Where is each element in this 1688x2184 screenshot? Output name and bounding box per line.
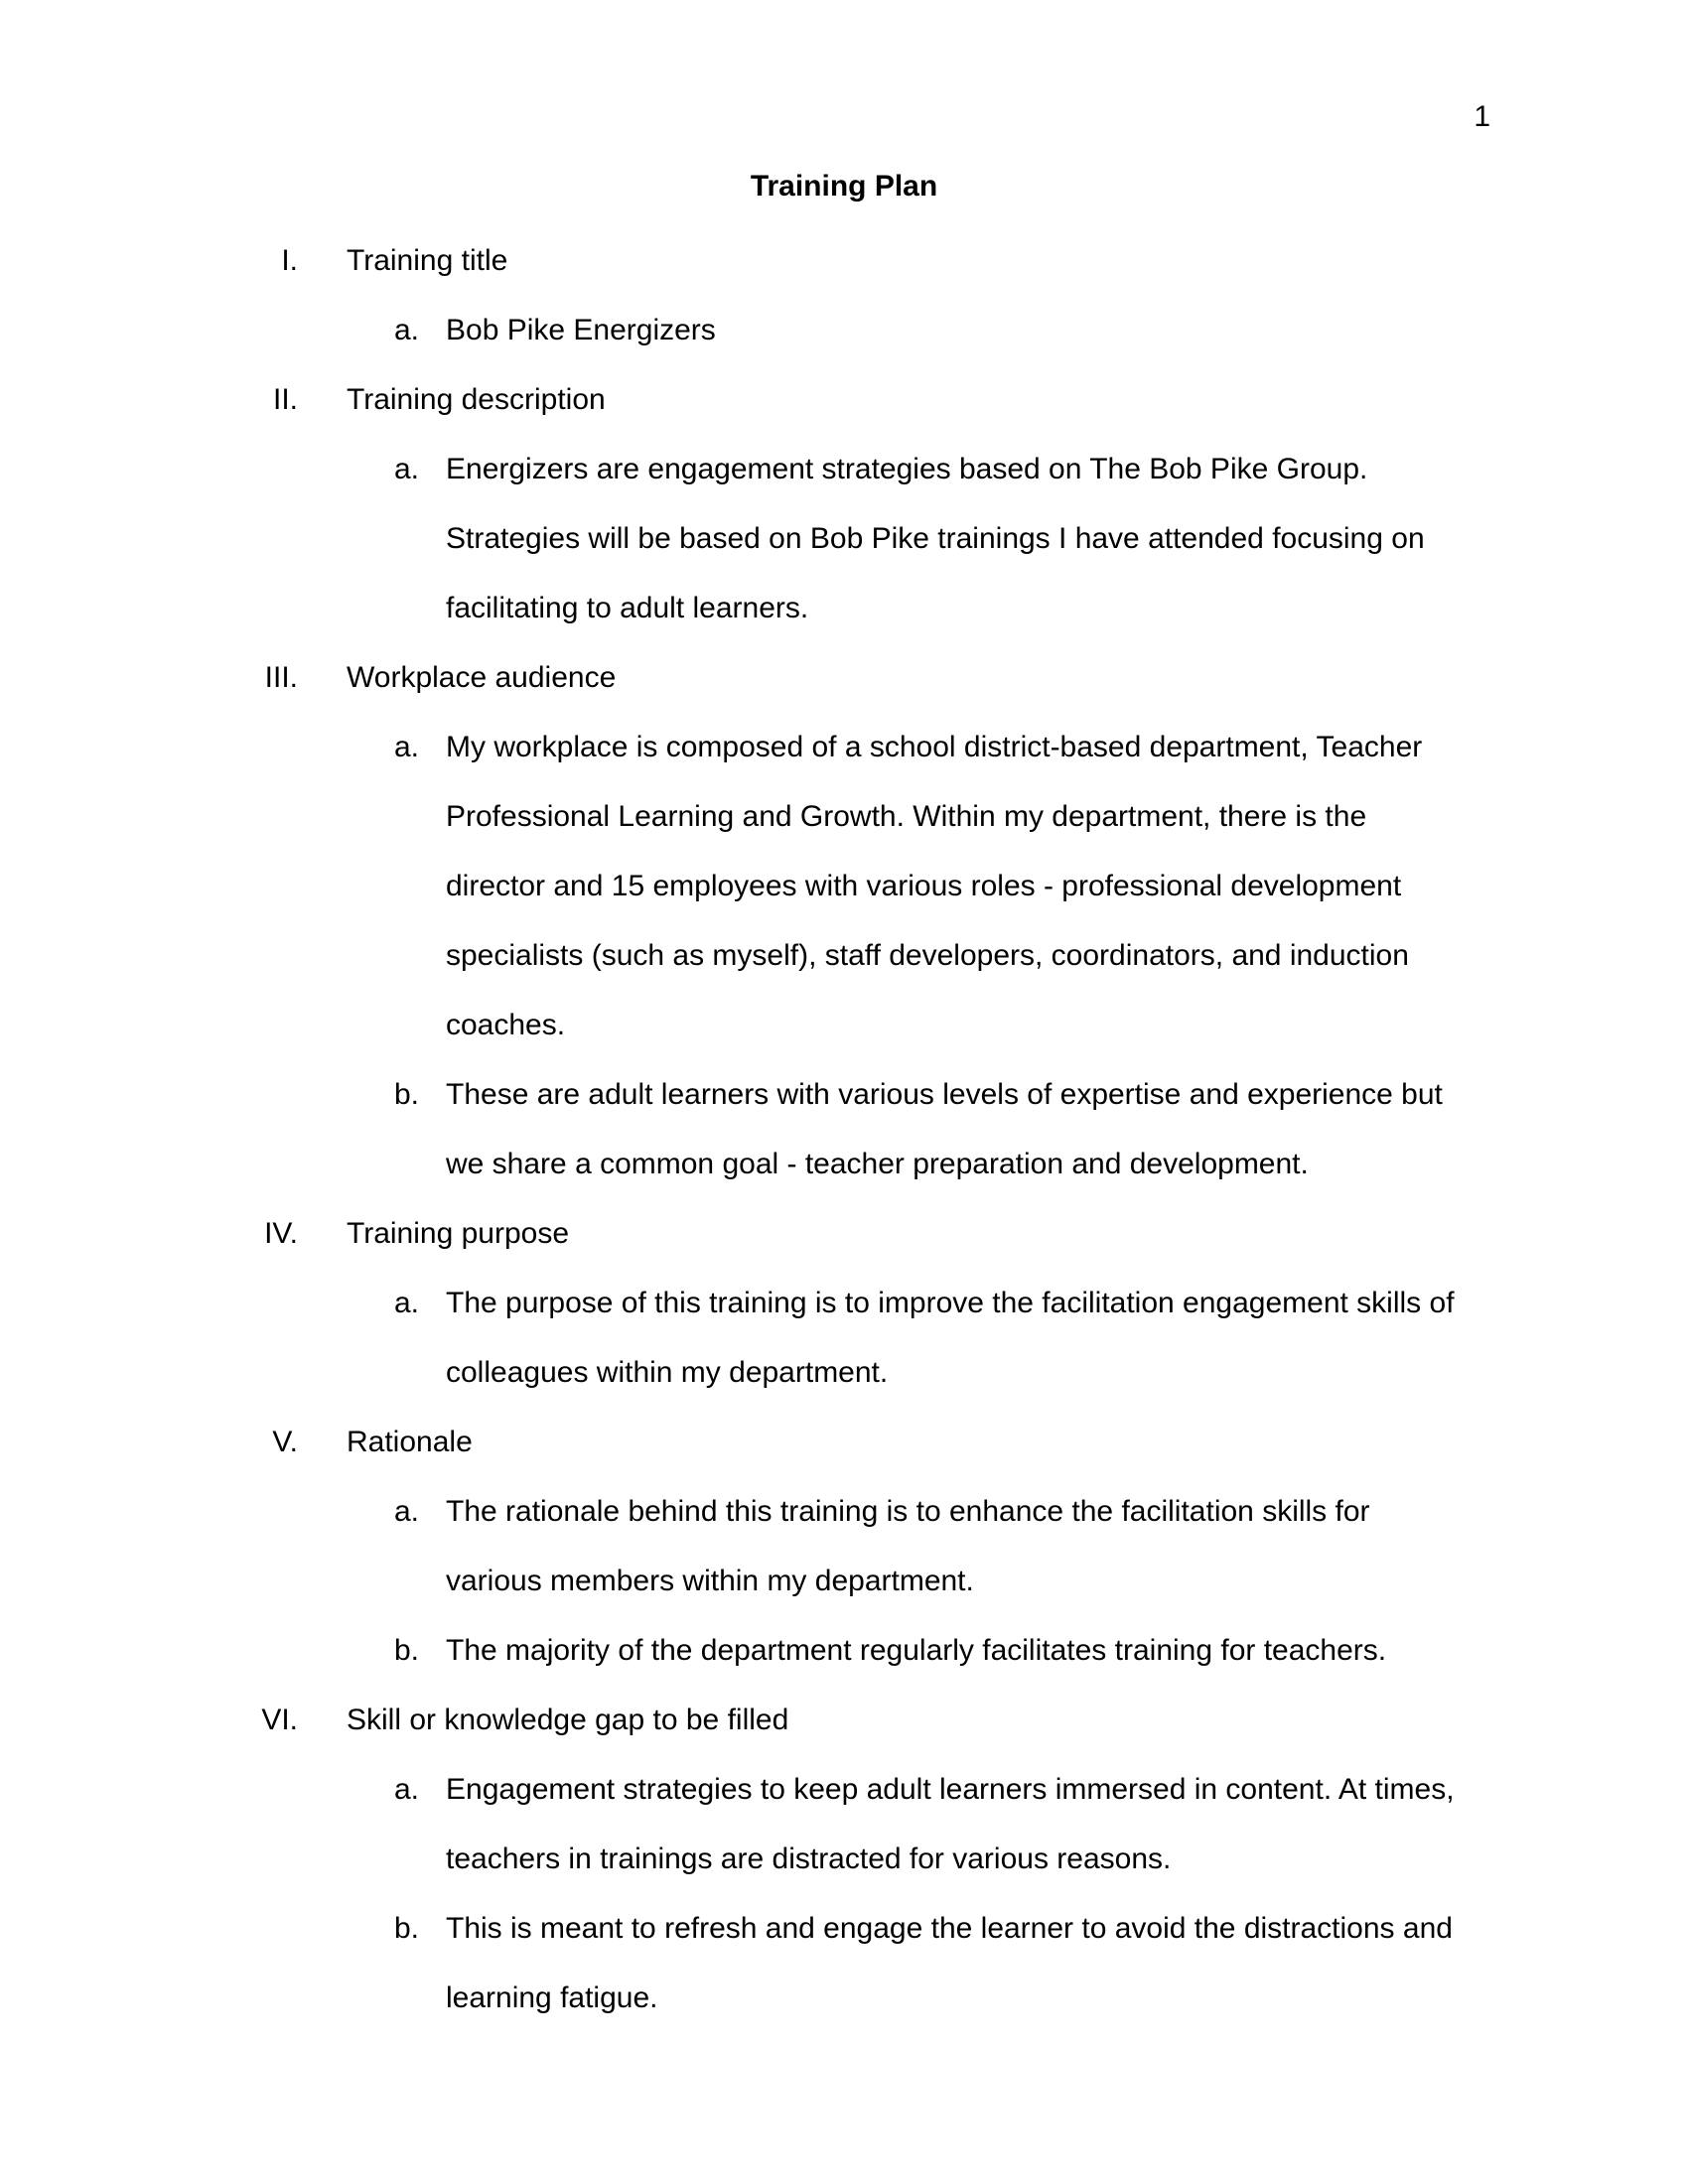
outline-section — [0, 1216, 1688, 1425]
item-letter: a. — [394, 1287, 420, 1319]
item-text-line-row — [0, 452, 1688, 521]
item-text-line-row — [0, 1355, 1688, 1425]
section-heading-row — [0, 1703, 1688, 1772]
section-heading-row — [0, 1425, 1688, 1494]
item-text-line: The rationale behind this training is to enhance the facilitation skills for — [446, 1495, 1370, 1528]
item-text-line: director and 15 employees with various roles - professional development — [446, 870, 1402, 902]
page-number: 1 — [1474, 100, 1490, 133]
outline — [0, 243, 1688, 2050]
item-text-line: The purpose of this training is to improve the facilitation engagement skills of — [446, 1287, 1455, 1319]
item-text-line-row — [0, 1564, 1688, 1633]
item-text-line-row — [0, 1008, 1688, 1077]
item-text-line: Engagement strategies to keep adult learners immersed in content. At times, — [446, 1773, 1455, 1806]
section-heading: Training title — [347, 244, 508, 277]
list-item — [0, 1077, 1688, 1216]
section-numeral: III. — [264, 661, 298, 694]
list-item — [0, 1633, 1688, 1703]
outline-section — [0, 1425, 1688, 1703]
item-text-line-row — [0, 938, 1688, 1008]
item-text-line: The majority of the department regularly facilitates training for teachers. — [446, 1634, 1387, 1667]
item-letter: a. — [394, 1495, 420, 1528]
item-text-line-row — [0, 313, 1688, 382]
section-heading: Training purpose — [347, 1217, 570, 1250]
outline-section — [0, 660, 1688, 1216]
list-item — [0, 730, 1688, 1077]
item-text-line-row — [0, 1633, 1688, 1703]
document-title: Training Plan — [750, 170, 938, 203]
list-item — [0, 1494, 1688, 1633]
item-text-line: various members within my department. — [446, 1565, 974, 1597]
item-letter: b. — [394, 1078, 420, 1111]
item-text-line-row — [0, 1842, 1688, 1911]
outline-section — [0, 1703, 1688, 2050]
item-text-line: Professional Learning and Growth. Within my department, there is the — [446, 800, 1367, 833]
list-item — [0, 313, 1688, 382]
item-text-line: This is meant to refresh and engage the learner to avoid the distractions and — [446, 1912, 1453, 1945]
item-text-line: coaches. — [446, 1009, 566, 1041]
section-heading: Rationale — [347, 1426, 473, 1458]
item-text-line-row — [0, 1147, 1688, 1216]
item-text-line-row — [0, 1494, 1688, 1564]
section-numeral: I. — [281, 244, 298, 277]
item-letter: b. — [394, 1634, 420, 1667]
item-text-line-row — [0, 1077, 1688, 1147]
section-heading-row — [0, 660, 1688, 730]
item-letter: a. — [394, 1773, 420, 1806]
section-numeral: II. — [272, 383, 298, 416]
item-text-line: learning fatigue. — [446, 1981, 658, 2014]
list-item — [0, 1911, 1688, 2050]
section-numeral: IV. — [264, 1217, 298, 1250]
item-text-line: teachers in trainings are distracted for various reasons. — [446, 1843, 1172, 1875]
item-text-line-row — [0, 591, 1688, 660]
item-letter: b. — [394, 1912, 420, 1945]
section-heading: Skill or knowledge gap to be filled — [347, 1704, 789, 1736]
list-item — [0, 452, 1688, 660]
section-heading: Training description — [347, 383, 606, 416]
item-text-line: Energizers are engagement strategies based on The Bob Pike Group. — [446, 453, 1368, 485]
outline-section — [0, 243, 1688, 382]
outline-section — [0, 382, 1688, 660]
section-heading-row — [0, 382, 1688, 452]
list-item — [0, 1286, 1688, 1425]
item-text-line-row — [0, 1286, 1688, 1355]
item-text-line-row — [0, 1980, 1688, 2050]
section-heading-row — [0, 1216, 1688, 1286]
item-text-line-row — [0, 869, 1688, 938]
section-heading: Workplace audience — [347, 661, 617, 694]
item-text-line-row — [0, 521, 1688, 591]
item-text-line-row — [0, 1911, 1688, 1980]
item-letter: a. — [394, 314, 420, 346]
item-text-line: facilitating to adult learners. — [446, 592, 809, 624]
item-text-line: specialists (such as myself), staff developers, coordinators, and induction — [446, 939, 1409, 972]
item-text-line: we share a common goal - teacher preparation and development. — [446, 1148, 1309, 1180]
section-numeral: V. — [272, 1426, 298, 1458]
item-text-line: These are adult learners with various levels of expertise and experience but — [446, 1078, 1443, 1111]
item-text-line: My workplace is composed of a school district-based department, Teacher — [446, 731, 1423, 763]
item-text-line: Bob Pike Energizers — [446, 314, 716, 346]
item-letter: a. — [394, 453, 420, 485]
section-heading-row — [0, 243, 1688, 313]
item-text-line-row — [0, 1772, 1688, 1842]
item-text-line-row — [0, 799, 1688, 869]
item-letter: a. — [394, 731, 420, 763]
item-text-line: colleagues within my department. — [446, 1356, 889, 1389]
item-text-line: Strategies will be based on Bob Pike trainings I have attended focusing on — [446, 522, 1425, 555]
section-numeral: VI. — [261, 1704, 298, 1736]
item-text-line-row — [0, 730, 1688, 799]
list-item — [0, 1772, 1688, 1911]
